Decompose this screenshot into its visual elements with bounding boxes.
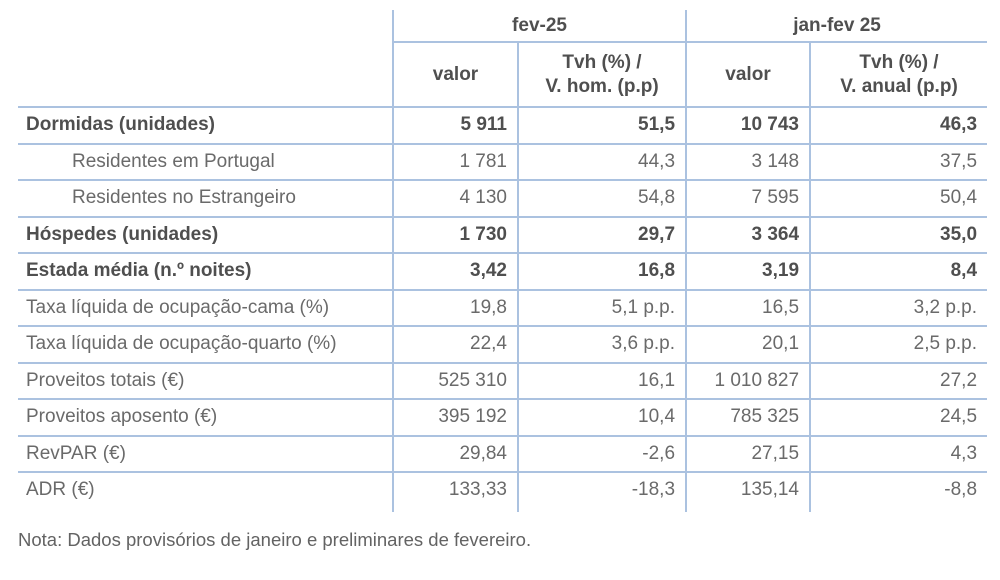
cell-value: 24,5 [810,399,987,436]
header-tvh-fev-line2: V. hom. (p.p) [545,75,659,97]
cell-value: 2,5 p.p. [810,326,987,363]
cell-value: 1 010 827 [686,363,810,400]
cell-value: 5,1 p.p. [518,290,686,327]
header-tvh-janfev [810,42,987,107]
cell-value: 7 595 [686,180,810,217]
statistics-table [18,10,987,512]
cell-value: 10 743 [686,107,810,144]
cell-value: 1 781 [393,144,518,181]
cell-value: 19,8 [393,290,518,327]
stub-cell [393,508,518,512]
header-tvh-janfev-line2: V. anual (p.p) [840,75,958,97]
row-label: Residentes no Estrangeiro [18,180,393,217]
table-row [18,436,987,473]
row-label: Proveitos totais (€) [18,363,393,400]
row-label: Hóspedes (unidades) [18,217,393,254]
cell-value: 525 310 [393,363,518,400]
header-period-janfev25: jan-fev 25 [686,10,987,42]
cell-value: 395 192 [393,399,518,436]
cell-value: -18,3 [518,472,686,508]
cell-value: 46,3 [810,107,987,144]
header-corner-2 [18,42,393,107]
cell-value: 133,33 [393,472,518,508]
cell-value: -2,6 [518,436,686,473]
header-tvh-fev [518,42,686,107]
cell-value: 27,2 [810,363,987,400]
header-tvh-janfev-line1: Tvh (%) / [859,51,939,73]
header-valor-fev: valor [393,42,518,107]
cell-value: 16,1 [518,363,686,400]
row-label: Dormidas (unidades) [18,107,393,144]
cell-value: 10,4 [518,399,686,436]
row-label: ADR (€) [18,472,393,508]
cell-value: 29,7 [518,217,686,254]
cell-value: 1 730 [393,217,518,254]
cell-value: 51,5 [518,107,686,144]
cell-value: 3,2 p.p. [810,290,987,327]
header-valor-janfev: valor [686,42,810,107]
row-label: Proveitos aposento (€) [18,399,393,436]
cell-value: 785 325 [686,399,810,436]
cell-value: 3,19 [686,253,810,290]
cell-value: -8,8 [944,479,978,501]
cell-value: 3,42 [393,253,518,290]
table-body [18,107,987,512]
cell-value: 3 148 [686,144,810,181]
cell-value: 4 130 [393,180,518,217]
row-label: Taxa líquida de ocupação-cama (%) [18,290,393,327]
stub-cell [810,508,987,512]
cell-value: 5 911 [393,107,518,144]
cell-value: 16,8 [518,253,686,290]
cell-value: 27,15 [686,436,810,473]
table-row [18,326,987,363]
header-corner [18,10,393,42]
table-row [18,399,987,436]
row-label: RevPAR (€) [18,436,393,473]
cell-value: 29,84 [393,436,518,473]
table-row [18,290,987,327]
header-measure-row [18,42,987,107]
table-header [18,10,987,107]
note-text: Nota: Dados provisórios de janeiro e preliminares de fevereiro. [18,528,532,550]
table-row [18,253,987,290]
stub-cell [686,508,810,512]
cell-value: 4,3 [810,436,987,473]
header-tvh-fev-line1: Tvh (%) / [562,51,642,73]
row-label: Residentes em Portugal [18,144,393,181]
cell-value: 22,4 [393,326,518,363]
table-row [18,144,987,181]
row-label: Estada média (n.º noites) [18,253,393,290]
cell-value: 37,5 [810,144,987,181]
cell-value: 16,5 [686,290,810,327]
cell-value: 3,6 p.p. [518,326,686,363]
table-row [18,217,987,254]
cell-value: 20,1 [686,326,810,363]
cell-value: 54,8 [518,180,686,217]
stub-cell [518,508,686,512]
header-period-row [18,10,987,42]
table-bottom-stub [18,508,987,512]
cell-value: 35,0 [810,217,987,254]
table-row [18,180,987,217]
table-row [18,363,987,400]
table-row [18,107,987,144]
cell-value: 8,4 [810,253,987,290]
cell-value: 135,14 [686,472,810,508]
cell-value: 44,3 [518,144,686,181]
cell-value: 50,4 [810,180,987,217]
header-period-fev25: fev-25 [393,10,686,42]
table-row [18,472,987,508]
cell-value: 3 364 [686,217,810,254]
stub-cell [18,508,393,512]
row-label: Taxa líquida de ocupação-quarto (%) [18,326,393,363]
